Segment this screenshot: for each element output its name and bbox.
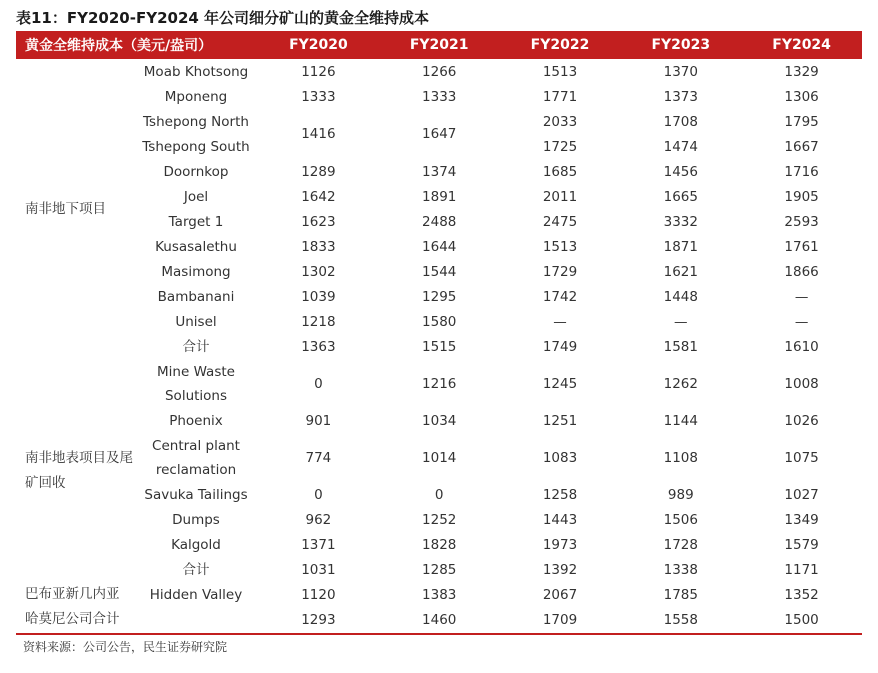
cost-cell: 1216 [422,375,457,392]
cost-cell: 1108 [663,449,698,466]
mine-name: Savuka Tailings [144,486,248,503]
mine-name: Joel [183,188,209,205]
mine-name [134,607,258,632]
cost-cell: 1329 [784,63,819,80]
cost-cell: 1383 [422,586,457,603]
cost-cell: 1075 [784,449,819,466]
cost-cell: 1443 [542,511,578,528]
cost-cell: 1581 [663,338,698,355]
cost-cell: 1448 [663,288,698,305]
cost-cell: 1373 [663,88,698,105]
cost-cell: 0 [314,486,323,503]
cost-cell: 1708 [663,113,698,130]
header-year: FY2022 [500,31,621,59]
cost-cell: 1580 [422,313,457,330]
table-row [16,359,862,408]
cost-cell: 989 [667,486,694,503]
source-note: 资料来源：公司公告，民生证券研究院 [23,640,228,654]
cost-cell: 1245 [542,375,578,392]
cost-cell: 1171 [784,561,819,578]
cost-cell: 1031 [301,561,336,578]
cost-cell: 774 [305,449,332,466]
cost-cell: 1500 [784,611,819,628]
cost-cell: 1252 [422,511,457,528]
mine-name: Phoenix [169,412,223,429]
table-row [16,309,862,334]
cost-cell: 1306 [784,88,819,105]
cost-cell: 1456 [663,163,698,180]
cost-cell: 1126 [301,63,336,80]
cost-cell: 1709 [542,611,578,628]
cost-cell: 1258 [542,486,578,503]
mine-name: Tshepong South [142,138,250,155]
subtotal-label: 合计 [182,338,210,355]
cost-cell: — [794,288,809,305]
cost-cell: 1513 [542,63,578,80]
cost-cell-merged: 1416 [301,126,336,142]
cost-cell: 1866 [784,263,819,280]
mine-name: Unisel [175,313,217,330]
cost-cell: 2067 [542,586,578,603]
cost-cell: 1295 [422,288,457,305]
cost-cell: 1729 [542,263,578,280]
cost-cell: — [794,313,809,330]
header-year: FY2020 [258,31,379,59]
cost-cell: 1891 [422,188,457,205]
cost-cell: 2488 [422,213,457,230]
cost-cell: 1833 [301,238,336,255]
group-label-harmony-total: 哈莫尼公司合计 [25,611,120,627]
cost-cell: 1302 [301,263,336,280]
cost-cell: 1871 [663,238,698,255]
cost-cell: 1795 [784,113,819,130]
table-bottom-rule [16,633,862,635]
cost-cell: 1027 [784,486,819,503]
cost-cell: 1579 [784,536,819,553]
table-row [16,159,862,184]
cost-cell: 1285 [422,561,457,578]
cost-cell: 1749 [542,338,578,355]
cost-cell: 1392 [542,561,578,578]
table-title: 表11：FY2020-FY2024 年公司细分矿山的黄金全维持成本 [16,9,430,27]
cost-cell: 1474 [663,138,698,155]
cost-cell: 1352 [784,586,819,603]
cost-cell: 1828 [422,536,457,553]
cost-cell-merged: 1647 [422,126,457,142]
cost-cell: 1771 [542,88,578,105]
cost-cell: 1014 [422,449,457,466]
table-row [16,284,862,309]
cost-cell: 1785 [663,586,698,603]
cost-cell: 1623 [301,213,336,230]
table-row [16,259,862,284]
cost-cell: 1374 [422,163,457,180]
cost-cell: 1370 [663,63,698,80]
cost-cell: 1685 [542,163,578,180]
table-row [16,234,862,259]
cost-cell: 1008 [784,375,819,392]
cost-cell: 1544 [422,263,457,280]
cost-cell: 1973 [542,536,578,553]
cost-table [16,31,862,632]
cost-cell: 1251 [542,412,578,429]
table-row [16,532,862,557]
cost-cell: 1725 [542,138,578,155]
cost-cell: 1515 [422,338,457,355]
cost-cell: 1262 [663,375,698,392]
cost-cell: 1120 [301,586,336,603]
mine-name: Central plant reclamation [152,437,240,478]
cost-cell: 1642 [301,188,336,205]
table-row-total [16,607,862,632]
mine-name: Mponeng [164,88,228,105]
group-label-sa-underground: 南非地下项目 [25,200,106,217]
table-row [16,408,862,433]
cost-cell: 1338 [663,561,698,578]
table-row [16,84,862,109]
cost-cell: 962 [305,511,332,528]
cost-cell: 3332 [663,213,698,230]
cost-cell: 1293 [301,611,336,628]
cost-cell: 1266 [422,63,457,80]
table-row [16,109,862,134]
header-row [16,31,862,59]
cost-cell: 1506 [663,511,698,528]
cost-cell: 1333 [422,88,457,105]
cost-cell: 1289 [301,163,336,180]
mine-name: Kusasalethu [155,238,237,255]
mine-name: Target 1 [168,213,224,230]
cost-cell: 1363 [301,338,336,355]
header-label: 黄金全维持成本（美元/盎司） [16,31,258,59]
cost-cell: 1761 [784,238,819,255]
header-year: FY2024 [741,31,862,59]
cost-cell: 901 [305,412,332,429]
cost-cell: 1728 [663,536,698,553]
mine-name: Dumps [172,511,220,528]
cost-cell: 1621 [663,263,698,280]
header-year: FY2023 [620,31,741,59]
table-row [16,59,862,84]
table-row-subtotal [16,334,862,359]
cost-cell: 1558 [663,611,698,628]
table-row [16,433,862,482]
cost-cell: 1371 [301,536,336,553]
mine-name: Tshepong North [143,113,249,130]
cost-cell: 1144 [663,412,698,429]
mine-name: Mine Waste Solutions [157,363,235,404]
cost-cell: 1716 [784,163,819,180]
mine-name: Kalgold [171,536,221,553]
cost-cell: 1218 [301,313,336,330]
mine-name: Moab Khotsong [143,63,249,80]
table-row-subtotal [16,557,862,582]
table-row [16,582,862,607]
cost-cell: 2593 [784,213,819,230]
cost-cell: 1667 [784,138,819,155]
cost-cell: 1333 [301,88,336,105]
subtotal-label: 合计 [182,561,210,578]
table-row [16,482,862,507]
cost-cell: 2011 [542,188,578,205]
cost-cell: 1083 [542,449,578,466]
cost-cell: 1742 [542,288,578,305]
mine-name: Masimong [161,263,231,280]
mine-name: Hidden Valley [149,586,243,603]
cost-cell: 0 [314,375,323,392]
cost-cell: 1665 [663,188,698,205]
cost-cell: — [674,313,688,330]
cost-cell: 2033 [542,113,578,130]
cost-cell: 1644 [422,238,457,255]
cost-cell: 1026 [784,412,819,429]
mine-name: Doornkop [163,163,229,180]
cost-cell: 1034 [422,412,457,429]
cost-cell: 1460 [422,611,457,628]
cost-cell: 1905 [784,188,819,205]
header-year: FY2021 [379,31,500,59]
cost-cell: 1513 [542,238,578,255]
cost-cell: 1349 [784,511,819,528]
group-label-sa-surface: 南非地表项目及尾矿回收 [25,449,133,491]
group-label-png: 巴布亚新几内亚 [25,586,120,602]
mine-name: Bambanani [157,288,235,305]
table-row [16,507,862,532]
table-row [16,209,862,234]
cost-cell: — [553,313,567,330]
table-row [16,184,862,209]
cost-cell: 1610 [784,338,819,355]
cost-cell: 2475 [542,213,578,230]
cost-cell: 0 [434,486,444,503]
cost-cell: 1039 [301,288,336,305]
